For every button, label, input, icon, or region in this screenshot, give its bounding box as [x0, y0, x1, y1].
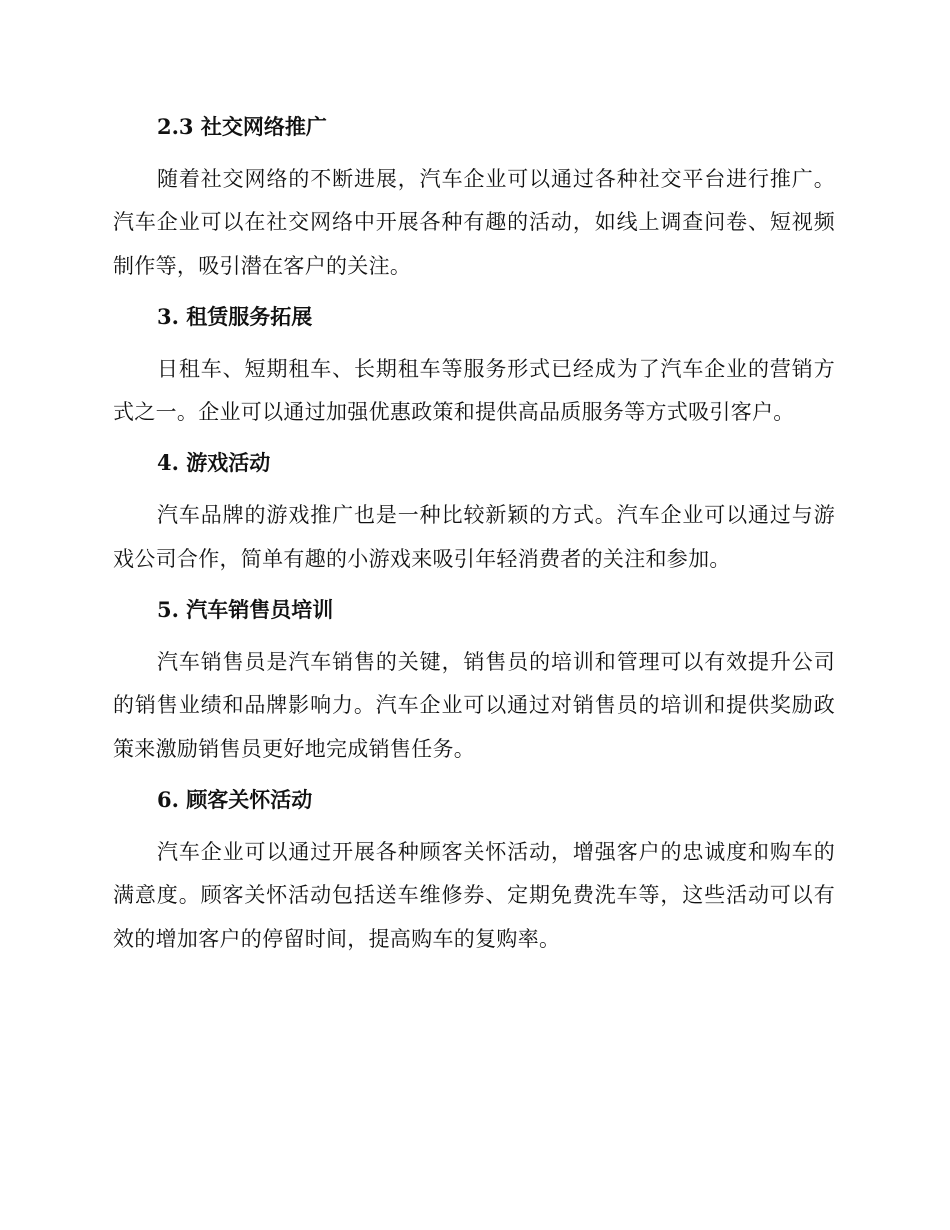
section-paragraph-game-activity: 汽车品牌的游戏推广也是一种比较新颖的方式。汽车企业可以通过与游戏公司合作，简单有趣的小游戏来吸引年轻消费者的关注和参加。 [113, 503, 835, 571]
section-paragraph-rental-service: 日租车、短期租车、长期租车等服务形式已经成为了汽车企业的营销方式之一。企业可以通过加强优惠政策和提供高品质服务等方式吸引客户。 [113, 356, 835, 425]
section-paragraph-customer-care: 汽车企业可以通过开展各种顾客关怀活动，增强客户的忠诚度和购车的满意度。顾客关怀活动包括送车维修券、定期免费洗车等，这些活动可以有效的增加客户的停留时间，提高购车的复购率。 [113, 839, 835, 951]
section-heading-social-network: 2.3 社交网络推广 [157, 114, 327, 139]
section-heading-sales-training: 5. 汽车销售员培训 [157, 597, 334, 623]
section-heading-game-activity: 4. 游戏活动 [157, 450, 271, 476]
document-body [113, 107, 835, 961]
section-paragraph-sales-training: 汽车销售员是汽车销售的关键，销售员的培训和管理可以有效提升公司的销售业绩和品牌影响力。汽车企业可以通过对销售员的培训和提供奖励政策来激励销售员更好地完成销售任务。 [113, 650, 835, 761]
section-heading-customer-care: 6. 顾客关怀活动 [157, 786, 313, 812]
section-heading-rental-service: 3. 租赁服务拓展 [157, 303, 313, 329]
section-paragraph-social-network: 随着社交网络的不断进展，汽车企业可以通过各种社交平台进行推广。汽车企业可以在社交网络中开展各种有趣的活动，如线上调查问卷、短视频制作等，吸引潜在客户的关注。 [113, 167, 835, 278]
